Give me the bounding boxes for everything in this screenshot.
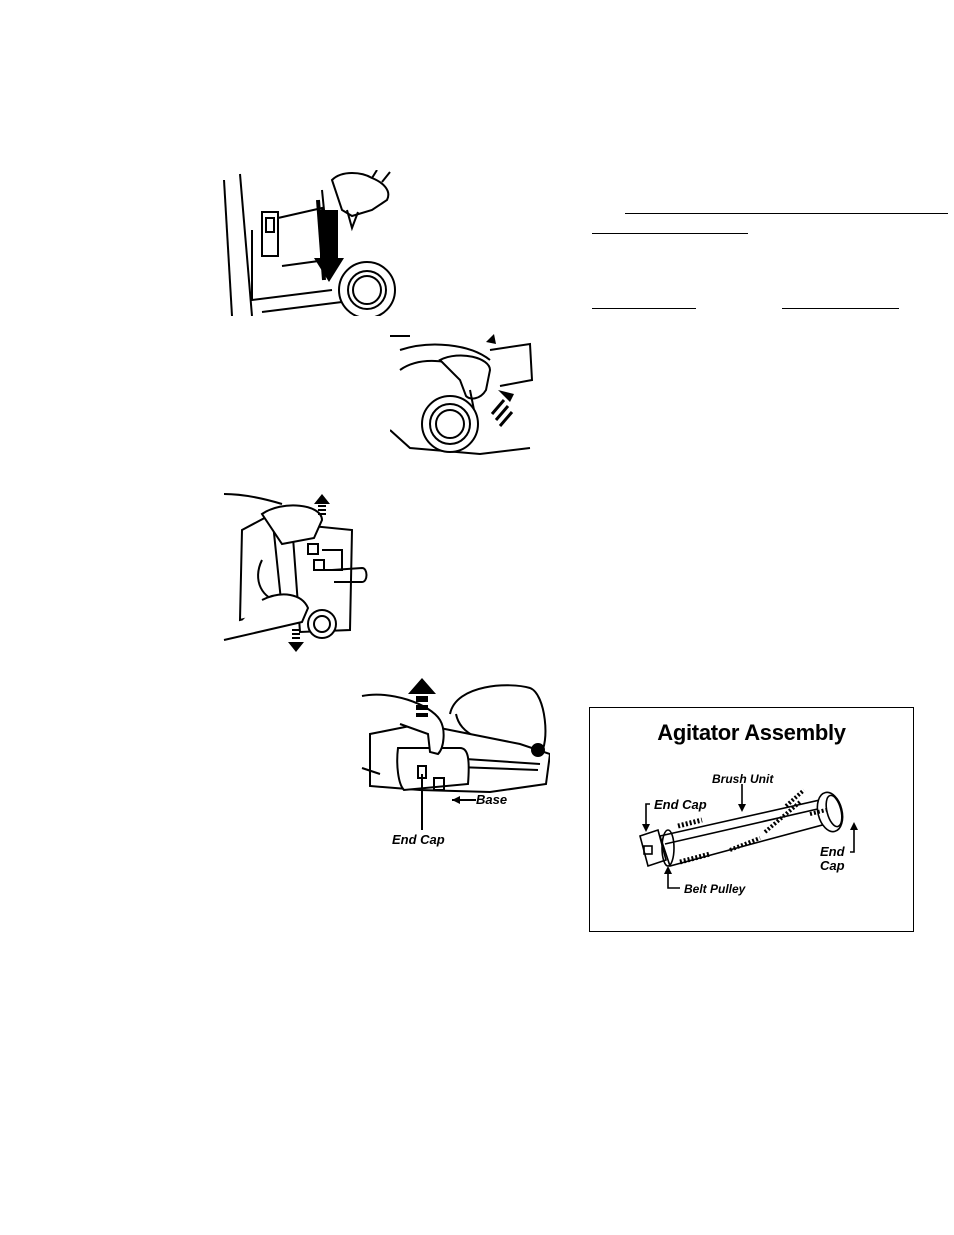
underline-1	[625, 213, 948, 214]
arrow-down-icon	[288, 630, 304, 652]
illustration-release-lever	[222, 170, 402, 316]
illustration-rotate-housing	[222, 490, 368, 656]
label-base: Base	[476, 792, 508, 807]
agitator-assembly-title: Agitator Assembly	[657, 720, 846, 745]
wheel-icon	[308, 610, 336, 638]
label-end-cap-right-line2: Cap	[820, 858, 845, 873]
wheel-icon	[422, 396, 478, 452]
underline-4	[782, 308, 899, 309]
label-end-cap-left: End Cap	[654, 797, 707, 812]
label-end-cap: End Cap	[392, 832, 445, 847]
hand-icon	[440, 355, 490, 398]
agitator-assembly-figure	[589, 707, 914, 932]
label-belt-pulley: Belt Pulley	[684, 882, 746, 896]
underline-2	[592, 233, 748, 234]
label-end-cap-right-line1: End	[820, 844, 845, 859]
label-brush-unit: Brush Unit	[712, 772, 774, 786]
illustration-lift-agitator	[360, 674, 550, 852]
wheel-icon	[339, 262, 395, 316]
underline-3	[592, 308, 696, 309]
hand-icon	[332, 173, 388, 216]
illustration-lift-wheel	[390, 330, 534, 458]
